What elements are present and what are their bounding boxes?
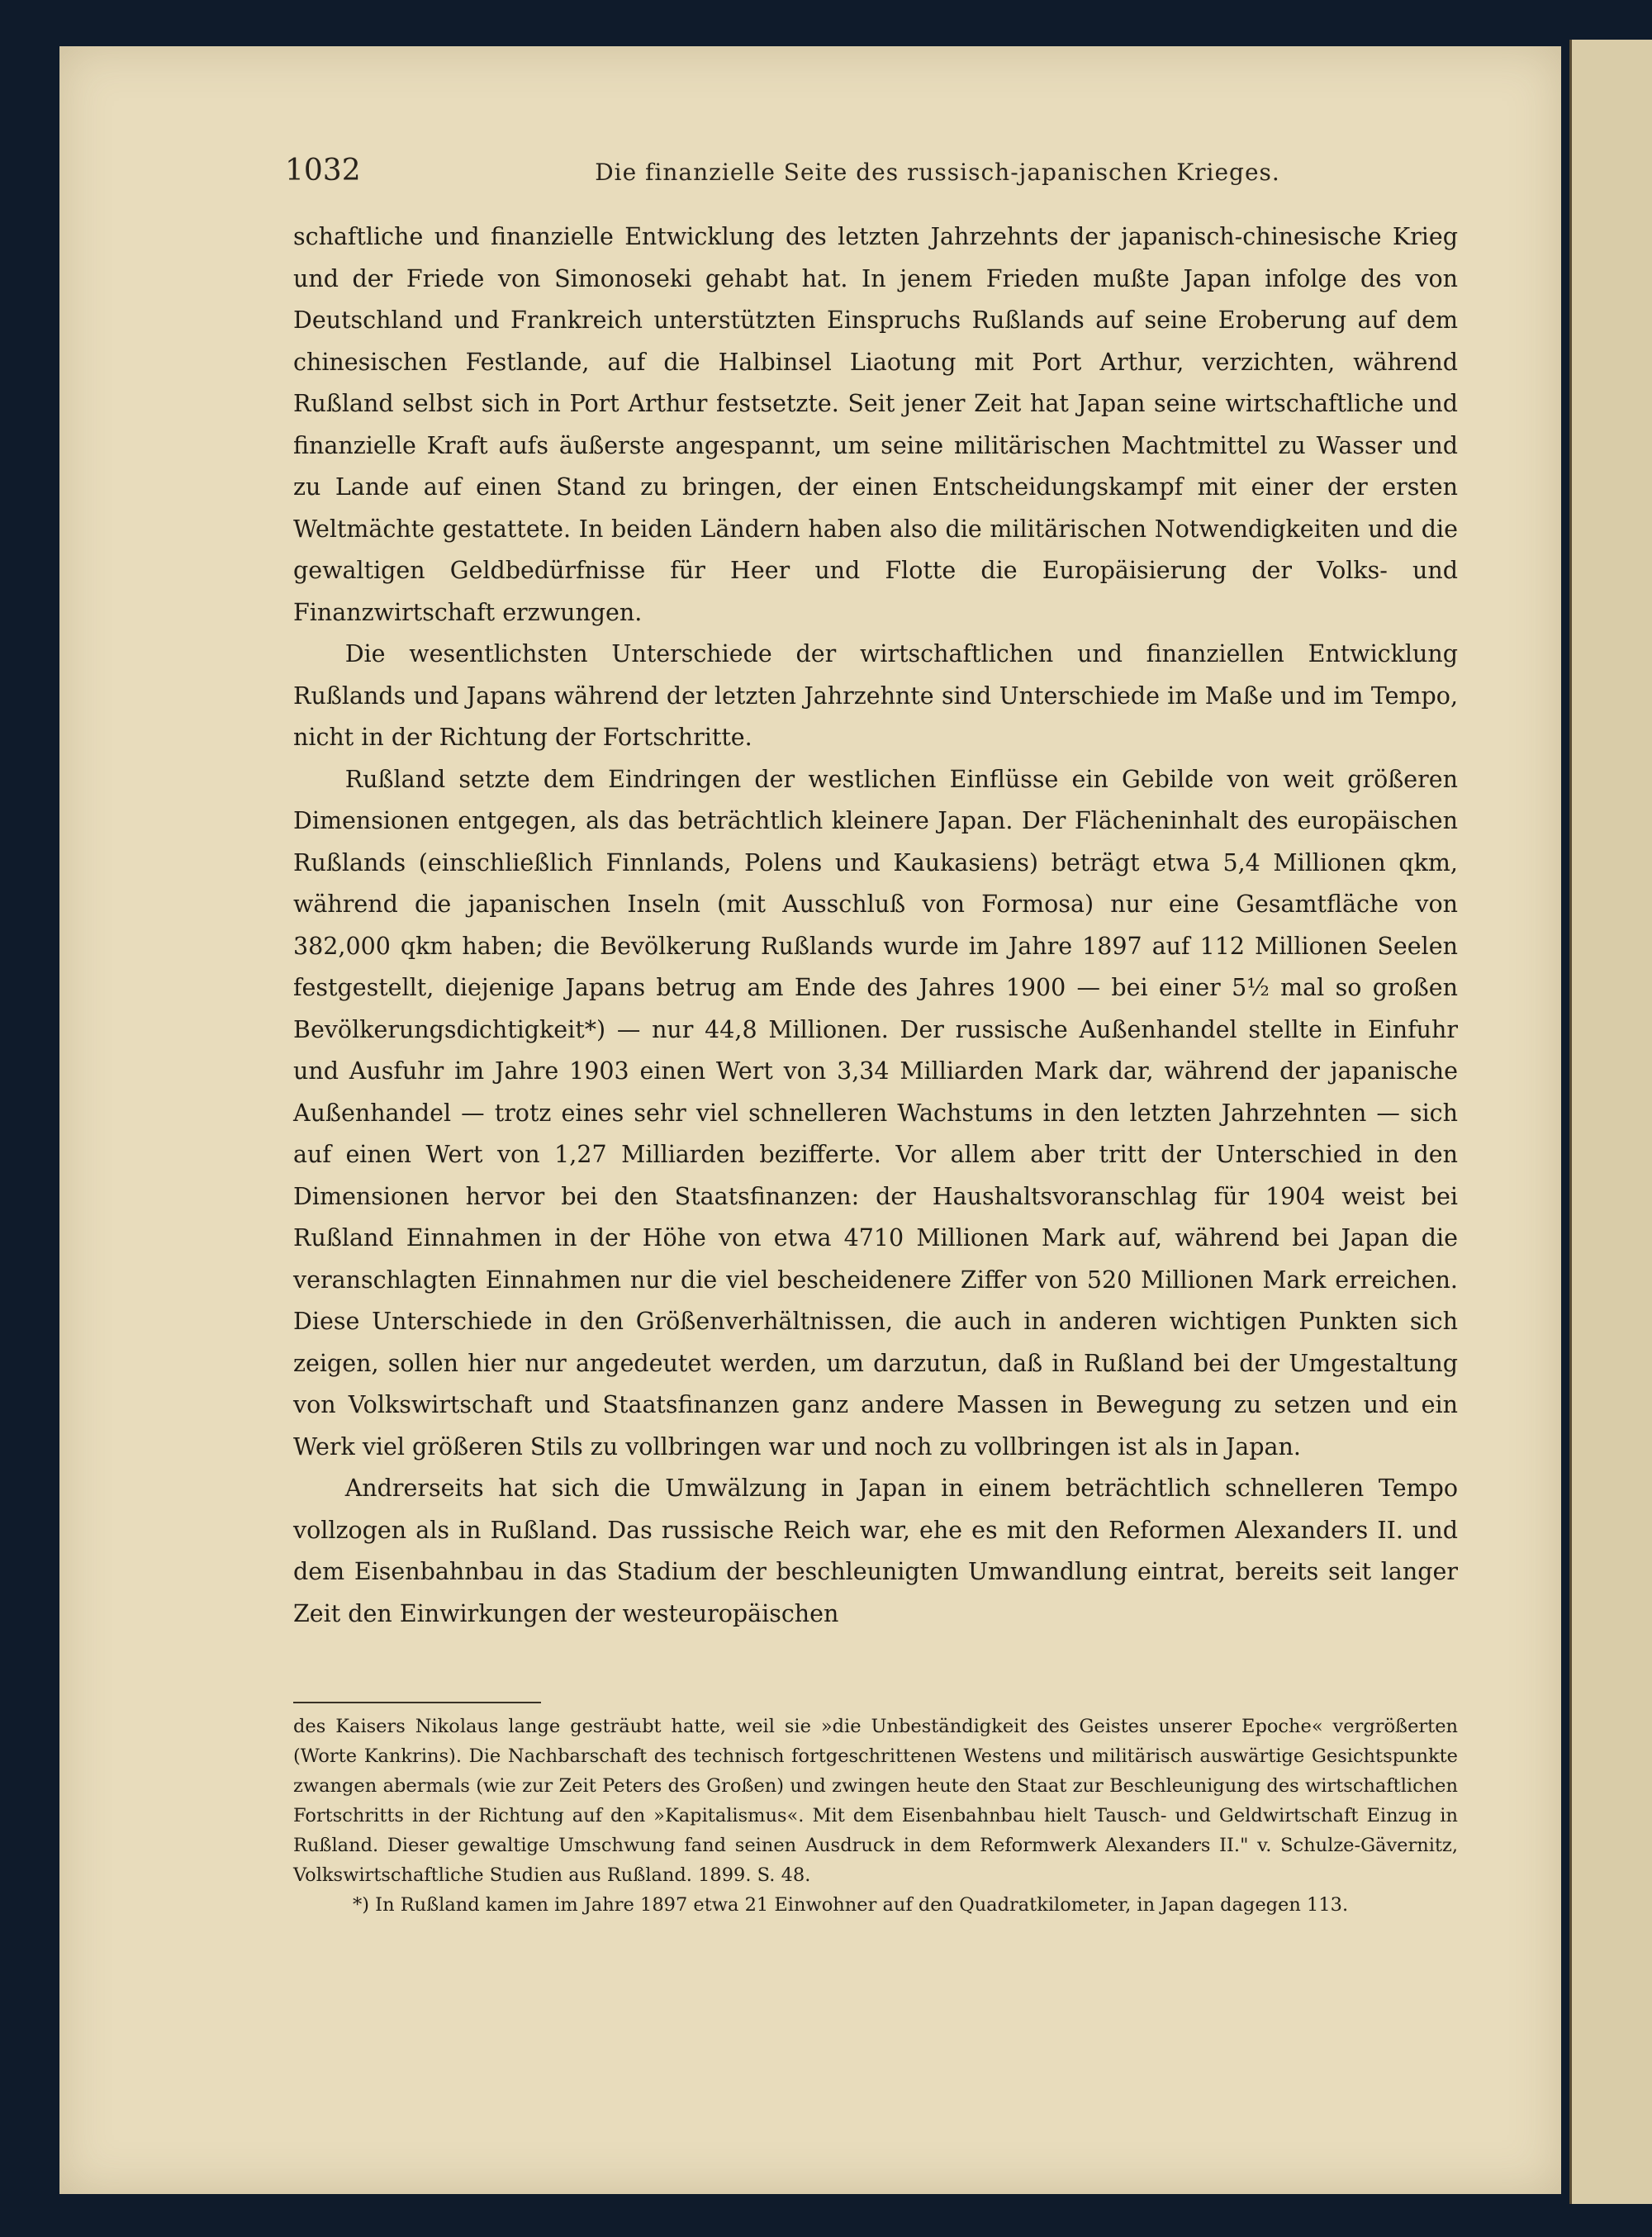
page-number: 1032 [285,154,361,188]
paragraph: Rußland setzte dem Eindringen der westlichen Einflüsse ein Gebilde von weit größeren Dimensionen entgegen, als das beträchtlich kleinere Japan. Der Flächeninhalt des europäischen Rußlands (einschließlich Finnlands, Polens und Kaukasiens) beträgt etwa 5,4 Millionen qkm, während die japanischen Inseln (mit Ausschluß von Formosa) nur eine Gesamtfläche von 382,000 qkm haben; die Bevölkerung Rußlands wurde im Jahre 1897 auf 112 Millionen Seelen festgestellt, diejenige Japans betrug am Ende des Jahres 1900 — bei einer 5½ mal so großen Bevölkerungsdichtigkeit*) — nur 44,8 Millionen. Der russische Außenhandel stellte in Einfuhr und Ausfuhr im Jahre 1903 einen Wert von 3,34 Milliarden Mark dar, während der japanische Außenhandel — trotz eines sehr viel schnelleren Wachstums in den letzten Jahrzehnten — sich auf einen Wert von 1,27 Milliarden bezifferte. Vor allem aber tritt der Unterschied in den Dimensionen hervor bei den Staatsfinanzen: der Haushaltsvoranschlag für 1904 weist bei Rußland Einnahmen in der Höhe von etwa 4710 Millionen Mark auf, während bei Japan die veranschlagten Einnahmen nur die viel bescheidenere Ziffer von 520 Millionen Mark erreichen. Diese Unterschiede in den Größenverhältnissen, die auch in anderen wichtigen Punkten sich zeigen, sollen hier nur angedeutet werden, um darzutun, daß in Rußland bei der Umgestaltung von Volkswirtschaft und Staatsfinanzen ganz andere Massen in Bewegung zu setzen und ein Werk viel größeren Stils zu vollbringen war und noch zu vollbringen ist als in Japan. [293,765,1458,1460]
adjacent-page-edge [1569,40,1652,2204]
paragraph: Die wesentlichsten Unterschiede der wirtschaftlichen und finanziellen Entwicklung Rußlands und Japans während der letzten Jahrzehnte sind Unterschiede im Maße und im Tempo, nicht in der Richtung der Fortschritte. [293,640,1458,751]
footnote-divider [293,1702,541,1703]
paragraph: schaftliche und finanzielle Entwicklung des letzten Jahrzehnts der japanisch-chinesische Krieg und der Friede von Simonoseki gehabt hat. In jenem Frieden mußte Japan infolge des von Deutschland und Frankreich unterstützten Einspruchs Rußlands auf seine Eroberung auf dem chinesischen Festlande, auf die Halbinsel Liaotung mit Port Arthur, verzichten, während Rußland selbst sich in Port Arthur festsetzte. Seit jener Zeit hat Japan seine wirtschaftliche und finanzielle Kraft aufs äußerste angespannt, um seine militärischen Machtmittel zu Wasser und zu Lande auf einen Stand zu bringen, der einen Entscheidungskampf mit einer der ersten Weltmächte gestattete. In beiden Ländern haben also die militärischen Notwendigkeiten und die gewaltigen Geldbedürfnisse für Heer und Flotte die Europäisierung der Volks- und Finanzwirtschaft erzwungen. [293,223,1458,626]
paragraph: Andrerseits hat sich die Umwälzung in Japan in einem beträchtlich schnelleren Tempo vollzogen als in Rußland. Das russische Reich war, ehe es mit den Reformen Alexanders II. und dem Eisenbahnbau in das Stadium der beschleunigten Umwandlung eintrat, bereits seit langer Zeit den Einwirkungen der westeuropäischen [293,1475,1458,1627]
main-text [293,216,1458,1635]
page-header [285,154,1458,203]
footnote-star: *) In Rußland kamen im Jahre 1897 etwa 21 Einwohner auf den Quadratkilometer, in Japan dagegen 113. [353,1894,1349,1916]
running-title: Die finanzielle Seite des russisch-japanischen Krieges. [595,159,1280,186]
footnote-continuation: des Kaisers Nikolaus lange gesträubt hatte, weil sie »die Unbeständigkeit des Geistes unserer Epoche« vergrößerten (Worte Kankrins). Die Nachbarschaft des technisch fortgeschrittenen Westens und militärisch auswärtige Gesichtspunkte zwangen abermals (wie zur Zeit Peters des Großen) und zwingen heute den Staat zur Beschleunigung des wirtschaftlichen Fortschritts in der Richtung auf den »Kapitalismus«. Mit dem Eisenbahnbau hielt Tausch- und Geldwirtschaft Einzug in Rußland. Dieser gewaltige Umschwung fand seinen Ausdruck in dem Reformwerk Alexanders II." v. Schulze-Gävernitz, Volkswirtschaftliche Studien aus Rußland. 1899. S. 48. [293,1716,1458,1886]
footnotes [293,1712,1458,1920]
